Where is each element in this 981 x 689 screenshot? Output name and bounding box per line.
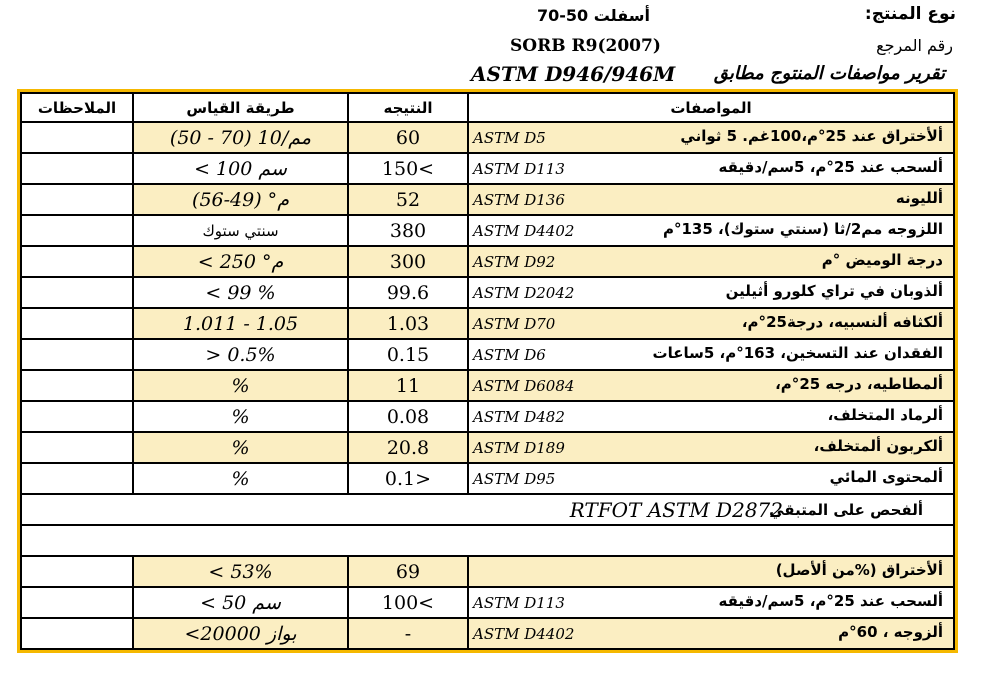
method-cell: < 100 سم [133,153,348,184]
spec-standard: ASTM D95 [473,470,556,488]
notes-cell [21,153,133,184]
spec-cell [468,587,954,618]
table-row [21,215,954,246]
section-title-standard: RTFOT ASTM D2872 [569,498,783,522]
result-cell: 1.03 [348,308,468,339]
method-cell: > 0.5% [133,339,348,370]
result-cell: 11 [348,370,468,401]
notes-cell [21,556,133,587]
table-row [21,370,954,401]
column-method: طريقة القياس [133,93,348,122]
spec-standard: ASTM D113 [473,594,565,612]
table-row [21,153,954,184]
table-row [21,556,954,587]
table-row [21,463,954,494]
spec-cell [468,432,954,463]
spec-standard: ASTM D70 [473,315,556,333]
method-cell: % [133,463,348,494]
spec-cell [468,308,954,339]
notes-cell [21,618,133,649]
section-spacer [21,525,954,556]
table-row [21,618,954,649]
table-row [21,432,954,463]
spec-cell [468,463,954,494]
result-cell: 300 [348,246,468,277]
spec-name: ألزوجه ، 60°م [838,623,943,641]
report-title-standard: ASTM D946/946M [471,62,676,86]
column-spec: المواصفات [468,93,954,122]
spec-name: ألسحب عند 25°م، 5سم/دقيقه [718,158,943,176]
table-row [21,308,954,339]
result-cell: 100< [348,587,468,618]
spec-standard: ASTM D6 [473,346,546,364]
result-cell: 0.1> [348,463,468,494]
notes-cell [21,215,133,246]
spec-name: ألمحتوى المائي [829,468,943,486]
notes-cell [21,246,133,277]
method-cell: <20000 بواز [133,618,348,649]
notes-cell [21,370,133,401]
method-cell: % [133,401,348,432]
spec-name: الفقدان عند التسخين، 163°م، 5ساعات [652,344,943,362]
report-title-arabic: تقرير مواصفات المنتوج مطابق [713,63,945,84]
spec-standard: ASTM D482 [473,408,565,426]
specification-table [20,92,955,650]
product-type-value: أسفلت 50-70 [537,6,650,25]
spec-standard: ASTM D4402 [473,625,575,643]
method-cell: % [133,432,348,463]
notes-cell [21,463,133,494]
section-row [21,494,954,525]
result-cell: 69 [348,556,468,587]
column-notes: الملاحظات [21,93,133,122]
reference-label: رقم المرجع [876,36,953,55]
notes-cell [21,401,133,432]
result-cell: 60 [348,122,468,153]
notes-cell [21,432,133,463]
spec-name: ألكربون ألمتخلف، [813,437,943,455]
method-cell: سنتي ستوك [133,215,348,246]
spec-cell [468,215,954,246]
table-row [21,184,954,215]
result-cell: 99.6 [348,277,468,308]
spec-standard: ASTM D5 [473,129,546,147]
spec-standard: ASTM D92 [473,253,556,271]
result-cell: 0.15 [348,339,468,370]
spec-cell [468,122,954,153]
spec-name: ألرماد المتخلف، [827,406,943,424]
spec-cell [468,277,954,308]
notes-cell [21,122,133,153]
table-row [21,122,954,153]
method-cell: مم/10 (70 - 50) [133,122,348,153]
result-cell: 20.8 [348,432,468,463]
product-type-label: نوع المنتج: [864,4,956,24]
spec-cell [468,339,954,370]
spec-name: ألسحب عند 25°م، 5سم/دقيقه [718,592,943,610]
spec-standard: ASTM D2042 [473,284,575,302]
spec-name: ألأختراق (%من ألأصل) [775,561,943,579]
spec-cell [468,401,954,432]
spec-name: ألمطاطيه، درجه 25°م، [775,375,943,393]
notes-cell [21,308,133,339]
spec-cell [468,153,954,184]
method-cell: < 99 % [133,277,348,308]
spec-standard: ASTM D6084 [473,377,575,395]
section-title-arabic: ألفحص على المتبقي [769,501,923,519]
notes-cell [21,339,133,370]
spec-standard: ASTM D189 [473,439,565,457]
table-header-row [21,93,954,122]
notes-cell [21,277,133,308]
spec-cell [468,618,954,649]
spec-cell [468,246,954,277]
column-result: النتيجه [348,93,468,122]
spec-cell [468,184,954,215]
spec-standard: ASTM D136 [473,191,565,209]
spec-name: ألليونه [895,189,943,207]
reference-value: SORB R9(2007) [510,36,661,56]
spec-standard: ASTM D113 [473,160,565,178]
spec-name: ألذوبان في تراي كلورو أثيلين [725,282,943,300]
method-cell: < 53% [133,556,348,587]
table-row [21,246,954,277]
method-cell: < 50 سم [133,587,348,618]
result-cell: 52 [348,184,468,215]
method-cell: (56-49) °م [133,184,348,215]
result-cell: 0.08 [348,401,468,432]
spec-name: درجة الوميض °م [821,251,943,269]
method-cell: % [133,370,348,401]
table-row [21,277,954,308]
spec-name: اللزوجه مم2/ثا (سنتي ستوك)، 135°م [662,220,943,238]
notes-cell [21,184,133,215]
result-cell: - [348,618,468,649]
table-row [21,587,954,618]
method-cell: < 250 °م [133,246,348,277]
spec-name: ألأختراق عند 25°م،100غم. 5 ثواني [680,127,943,145]
method-cell: 1.011 - 1.05 [133,308,348,339]
result-cell: 150< [348,153,468,184]
table-row [21,339,954,370]
spec-cell [468,370,954,401]
spec-cell [468,556,954,587]
spec-standard: ASTM D4402 [473,222,575,240]
notes-cell [21,587,133,618]
table-row [21,401,954,432]
report-title [465,62,945,88]
spec-name: ألكثافه ألنسبيه، درجة25°م، [741,313,943,331]
section-cell [21,494,954,525]
result-cell: 380 [348,215,468,246]
